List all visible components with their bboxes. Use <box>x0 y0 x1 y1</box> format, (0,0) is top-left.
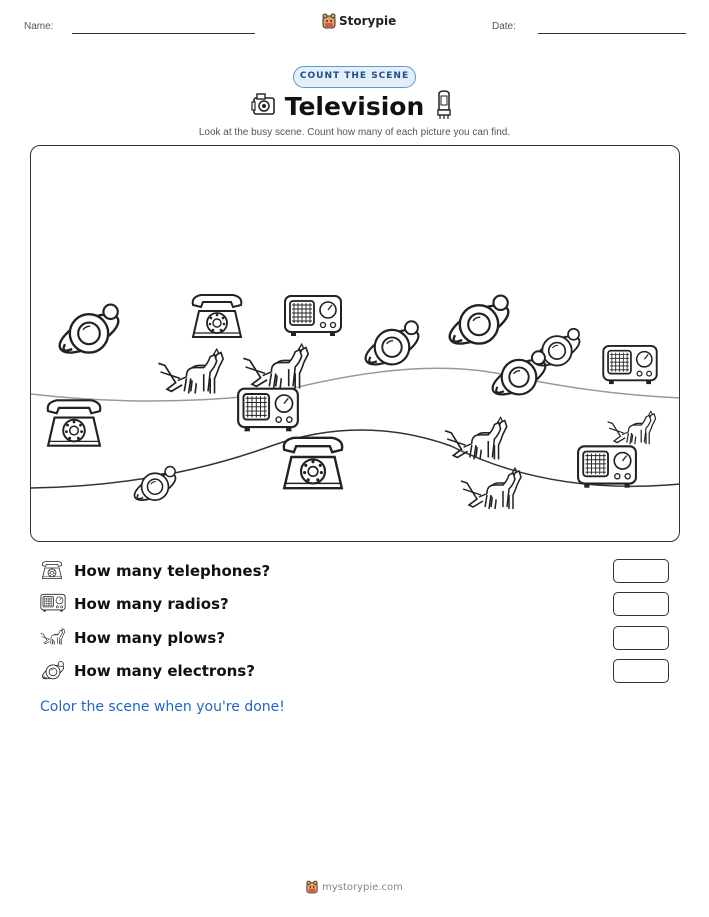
plow-icon[interactable] <box>443 414 515 466</box>
color-note: Color the scene when you're done! <box>40 699 285 715</box>
plow-icon[interactable] <box>241 341 317 395</box>
answer-box-electrons[interactable] <box>613 659 669 683</box>
question-text: How many electrons? <box>74 662 255 680</box>
busy-scene <box>30 145 680 542</box>
electron-icon[interactable] <box>53 301 125 361</box>
plow-icon[interactable] <box>459 464 529 516</box>
date-line[interactable] <box>538 33 686 34</box>
electron-icon[interactable] <box>359 318 425 372</box>
brand-logo <box>322 13 396 29</box>
radio-icon[interactable] <box>601 344 659 386</box>
telephone-icon[interactable] <box>277 432 349 494</box>
telephone-icon[interactable] <box>41 396 107 450</box>
storypie-mascot-icon <box>322 13 336 29</box>
question-text: How many plows? <box>74 629 226 647</box>
answer-box-plows[interactable] <box>613 626 669 650</box>
plow-icon[interactable] <box>156 346 232 400</box>
answer-box-radios[interactable] <box>613 592 669 616</box>
date-label: Date: <box>492 21 516 32</box>
page-title: Television <box>284 92 425 121</box>
telephone-icon <box>40 560 64 580</box>
brand-name: Storypie <box>339 14 397 28</box>
vacuum-tube-icon <box>434 90 454 120</box>
electron-icon <box>40 660 66 682</box>
name-line[interactable] <box>72 33 255 34</box>
radio-icon[interactable] <box>576 444 638 490</box>
electron-icon[interactable] <box>486 348 552 402</box>
question-radios <box>40 592 670 618</box>
count-the-scene-badge: COUNT THE SCENE <box>293 66 416 88</box>
radio-icon <box>40 593 66 613</box>
name-label: Name: <box>24 21 54 32</box>
answer-box-telephones[interactable] <box>613 559 669 583</box>
question-text: How many telephones? <box>74 562 271 580</box>
electron-icon[interactable] <box>443 292 515 352</box>
telephone-icon[interactable] <box>186 291 248 341</box>
plow-icon[interactable] <box>606 408 662 450</box>
storypie-mascot-icon <box>306 880 318 894</box>
plow-icon <box>40 627 68 647</box>
footer <box>0 880 709 894</box>
electron-icon[interactable] <box>129 464 181 506</box>
question-electrons <box>40 659 670 685</box>
instructions: Look at the busy scene. Count how many of each picture you can find. <box>198 127 511 138</box>
question-plows <box>40 626 670 652</box>
footer-url[interactable]: mystorypie.com <box>322 881 403 893</box>
question-telephones <box>40 559 670 585</box>
radio-icon[interactable] <box>283 294 343 338</box>
question-text: How many radios? <box>74 595 229 613</box>
